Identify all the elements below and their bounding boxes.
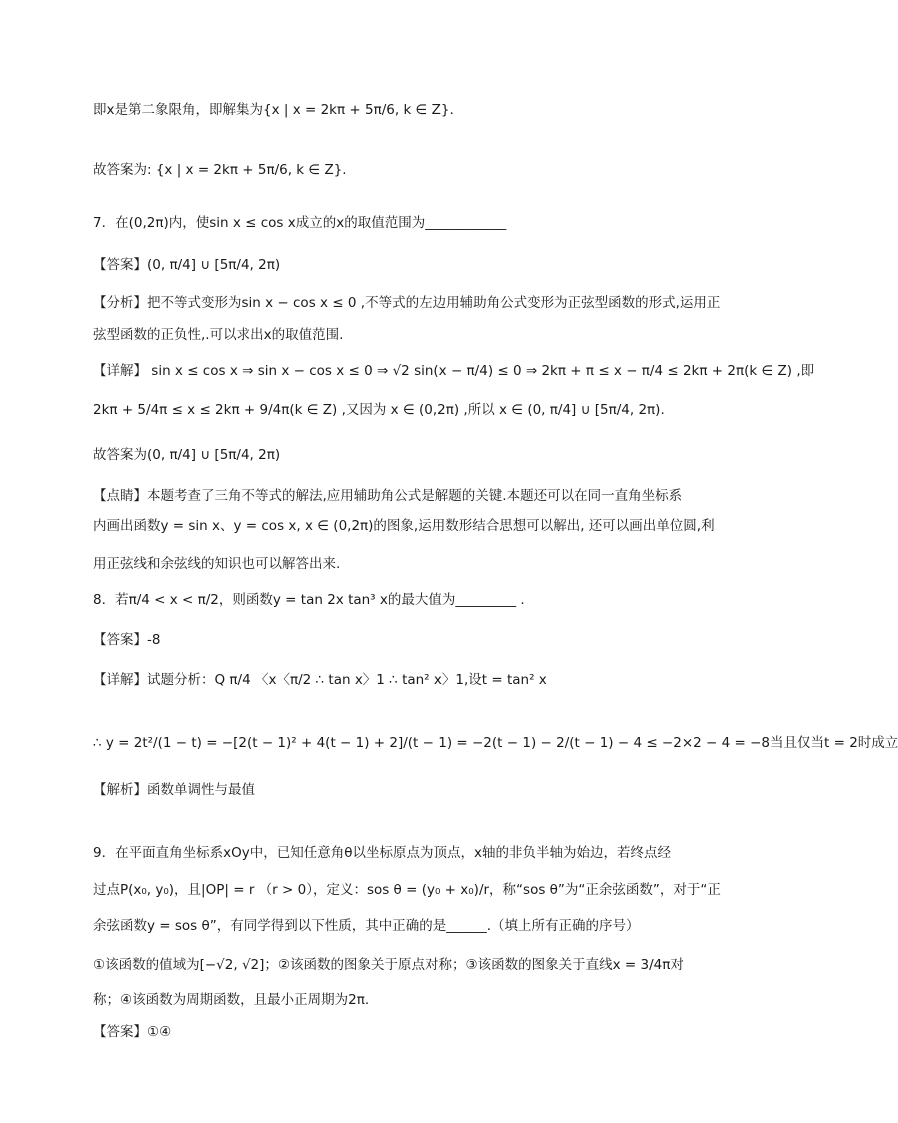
detail-7-line-1: 【详解】 sin x ≤ cos x ⇒ sin x − cos x ≤ 0 ⇒ √2 sin(x − π/4) ≤ 0 ⇒ 2kπ + π ≤ x − π/4 ≤ 2kπ + 2π(k ∈ Z) ,即 [93,363,815,379]
note-7-line-2: 内画出函数y = sin x、y = cos x, x ∈ (0,2π)的图象,运用数形结合思想可以解出, 还可以画出单位圆,利 [93,518,715,534]
final-answer-line: 故答案为: {x | x = 2kπ + 5π/6, k ∈ Z}. [93,162,347,178]
question-9-line-2: 过点P(x₀, y₀)，且|OP| = r （r > 0），定义：sos θ = (y₀ + x₀)/r，称“sos θ”为“正余弦函数”，对于“正 [93,882,721,898]
note-7-line-1: 【点睛】本题考查了三角不等式的解法,应用辅助角公式是解题的关键.本题还可以在同一直角坐标系 [93,488,683,504]
detail-8-line-2: ∴ y = 2t²/(1 − t) = −[2(t − 1)² + 4(t − 1) + 2]/(t − 1) = −2(t − 1) − 2/(t − 1) − 4 ≤ −2×2 − 4 = −8当且仅当t = 2时成立 [93,735,898,751]
answer-7: 【答案】(0, π/4] ∪ [5π/4, 2π) [93,257,281,273]
question-9-line-1: 9．在平面直角坐标系xOy中，已知任意角θ以坐标原点为顶点，x轴的非负半轴为始边，若终点经 [93,845,671,861]
answer-9: 【答案】①④ [93,1024,172,1040]
detail-7-line-2: 2kπ + 5/4π ≤ x ≤ 2kπ + 9/4π(k ∈ Z) ,又因为 x ∈ (0,2π) ,所以 x ∈ (0, π/4] ∪ [5π/4, 2π). [93,402,665,418]
final-answer-7: 故答案为(0, π/4] ∪ [5π/4, 2π) [93,447,281,463]
analysis-7-line-2: 弦型函数的正负性,.可以求出x的取值范围. [93,327,344,343]
solution-line-1: 即x是第二象限角，即解集为{x | x = 2kπ + 5π/6, k ∈ Z}. [93,102,454,118]
analysis-7-line-1: 【分析】把不等式变形为sin x − cos x ≤ 0 ,不等式的左边用辅助角公式变形为正弦型函数的形式,运用正 [93,295,721,311]
question-9-options-line-1: ①该函数的值域为[−√2, √2]；②该函数的图象关于原点对称；③该函数的图象关于直线x = 3/4π对 [93,957,684,973]
answer-8: 【答案】-8 [93,632,161,648]
note-7-line-3: 用正弦线和余弦线的知识也可以解答出来. [93,556,341,572]
question-8: 8．若π/4 < x < π/2，则函数y = tan 2x tan³ x的最大值为_________ . [93,592,525,608]
question-7: 7．在(0,2π)内，使sin x ≤ cos x成立的x的取值范围为____________ [93,215,507,231]
detail-8-line-1: 【详解】试题分析：Q π/4 〈x〈π/2 ∴ tan x〉1 ∴ tan² x〉1,设t = tan² x [93,672,547,688]
analysis-8: 【解析】函数单调性与最值 [93,782,255,798]
question-9-line-3: 余弦函数y = sos θ”，有同学得到以下性质，其中正确的是______.（填上所有正确的序号） [93,918,640,934]
question-9-options-line-2: 称；④该函数为周期函数，且最小正周期为2π. [93,992,370,1008]
